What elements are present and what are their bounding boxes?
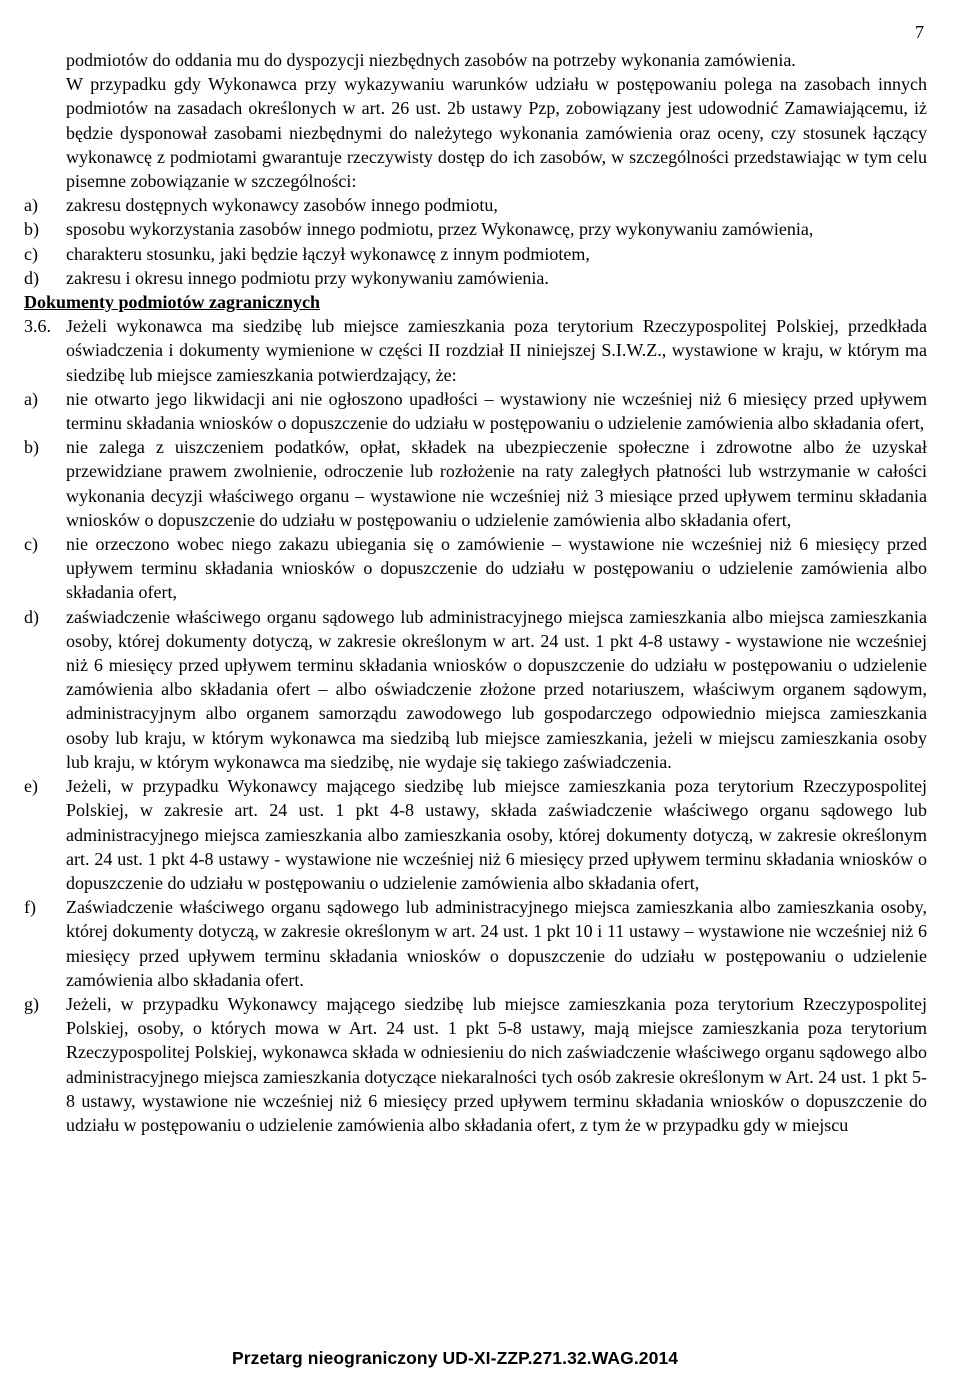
- list-item: [24, 435, 927, 532]
- list-item-text: Zaświadczenie właściwego organu sądowego lub administracyjnego miejsca zamieszkania albo zamieszkania osoby, której dokumenty dotyczą, w zakresie określonym w art. 24 ust. 1 pkt 10 i 11 ustawy – wystawione nie wcześniej niż 6 miesięcy przed upływem terminu składania wniosków o dopuszczenie do udziału w postępowaniu o udzielenie zamówienia albo składania ofert.: [66, 897, 927, 990]
- intro-paragraph-1: podmiotów do oddania mu do dyspozycji niezbędnych zasobów na potrzeby wykonania zamówienia.: [66, 50, 796, 70]
- list-item-text: zaświadczenie właściwego organu sądowego lub administracyjnego miejsca zamieszkania albo miejsca zamieszkania osoby, której dokumenty dotyczą, w zakresie określonym w art. 24 ust. 1 pkt 4-8 ustawy - wystawione nie wcześniej niż 6 miesięcy przed upływem terminu składania wniosków o dopuszczenie do udziału w postępowaniu o udzielenie zamówienia albo składania ofert – albo oświadczenie złożone przed notariuszem, właściwym organem sądowym, administracyjnym albo organem samorządu zawodowego lub gospodarczego odpowiednio miejsca zamieszkania osoby lub kraju, w którym wykonawca ma siedzibą lub miejsce zamieszkania, jeżeli w miejscu zamieszkania osoby lub kraju, w którym wykonawca ma siedzibę, nie wydaje się takiego zaświadczenia.: [66, 606, 927, 772]
- list-item: [24, 193, 927, 217]
- list-item-label: a): [24, 195, 38, 216]
- list-item: [24, 774, 927, 895]
- section-number: 3.6.: [24, 316, 51, 337]
- list-item-text: sposobu wykorzystania zasobów innego podmiotu, przez Wykonawcę, przy wykonywaniu zamówienia,: [66, 219, 814, 240]
- page-footer: Przetarg nieograniczony UD-XI-ZZP.271.32.WAG.2014: [232, 1348, 679, 1368]
- section-text: Jeżeli wykonawca ma siedzibę lub miejsce zamieszkania poza terytorium Rzeczypospolitej Polskiej, przedkłada oświadczenia i dokumenty wymienione w części II rozdział II niniejszej S.I.W.Z., wystawione w kraju, w którym ma siedzibę lub miejsce zamieszkania potwierdzający, że:: [66, 316, 927, 385]
- list-item: [24, 387, 927, 435]
- list-item-label: f): [24, 897, 36, 918]
- list-item-label: c): [24, 534, 38, 555]
- list-item-text: charakteru stosunku, jaki będzie łączył wykonawcę z innym podmiotem,: [66, 243, 590, 264]
- list-item-text: nie zalega z uiszczeniem podatków, opłat, składek na ubezpieczenie społeczne i zdrowotne albo że uzyskał przewidziane prawem zwolnienie, odroczenie lub rozłożenie na raty zaległych płatności lub wstrzymanie w całości wykonania decyzji właściwego organu – wystawione nie wcześniej niż 3 miesiące przed upływem terminu składania wniosków o dopuszczenie do udziału w postępowaniu o udzielenie zamówienia albo składania ofert,: [66, 437, 927, 530]
- list-item: [24, 895, 927, 992]
- list-item-label: c): [24, 243, 38, 264]
- list-item: [24, 242, 927, 266]
- list-item-label: b): [24, 219, 39, 240]
- list-item-label: d): [24, 606, 39, 627]
- list-item: [24, 532, 927, 605]
- list-item-text: Jeżeli, w przypadku Wykonawcy mającego siedzibę lub miejsce zamieszkania poza terytorium Rzeczypospolitej Polskiej, w zakresie art. 24 ust. 1 pkt 4-8 ustawy, składa zaświadczenie właściwego organu sądowego lub administracyjnego miejsca zamieszkania albo zamieszkania osoby, której dokumenty dotyczą, w zakresie określonym art. 24 ust. 1 pkt 4-8 ustawy - wystawione nie wcześniej niż 6 miesięcy przed upływem terminu składania wniosków o dopuszczenie do udziału w postępowaniu o udzielenie zamówienia albo składania ofert,: [66, 776, 927, 893]
- list-item-text: nie otwarto jego likwidacji ani nie ogłoszono upadłości – wystawiony nie wcześniej niż 6 miesięcy przed upływem terminu składania wniosków o dopuszczenie do udziału w postępowaniu o udzielenie zamówienia albo składania ofert,: [66, 388, 927, 434]
- commitment-scope-list: [24, 193, 927, 290]
- page-number: 7: [915, 22, 924, 42]
- list-item-label: b): [24, 437, 39, 458]
- foreign-documents-list: [24, 387, 927, 1137]
- list-item-text: zakresu i okresu innego podmiotu przy wykonywaniu zamówienia.: [66, 267, 549, 288]
- section-paragraph: [24, 314, 927, 387]
- list-item-label: g): [24, 993, 39, 1014]
- list-item-label: d): [24, 267, 39, 288]
- list-item-label: a): [24, 388, 38, 409]
- list-item: [24, 992, 927, 1137]
- list-item: [24, 266, 927, 290]
- list-item: [24, 217, 927, 241]
- document-body: [24, 48, 927, 1137]
- list-item-text: nie orzeczono wobec niego zakazu ubiegania się o zamówienie – wystawione nie wcześniej niż 6 miesięcy przed upływem terminu składania wniosków o dopuszczenie do udziału w postępowaniu o udzielenie zamówienia albo składania ofert,: [66, 534, 927, 603]
- list-item-label: e): [24, 776, 38, 797]
- section-heading: Dokumenty podmiotów zagranicznych: [24, 292, 320, 313]
- list-item-text: Jeżeli, w przypadku Wykonawcy mającego siedzibę lub miejsce zamieszkania poza terytorium Rzeczypospolitej Polskiej, osoby, o których mowa w Art. 24 ust. 1 pkt 5-8 ustawy, mają miejsce zamieszkania poza terytorium Rzeczypospolitej Polskiej, wykonawca składa w odniesieniu do nich zaświadczenie właściwego organu sądowego albo administracyjnego miejsca zamieszkania dotyczące niekaralności tych osób zakresie określonym w Art. 24 ust. 1 pkt 5-8 ustawy, wystawione nie wcześniej niż 6 miesięcy przed upływem terminu składania wniosków o dopuszczenie do udziału w postępowaniu o udzielenie zamówienia albo składania ofert, z tym że w przypadku gdy w miejscu: [66, 993, 927, 1135]
- intro-paragraph-2: W przypadku gdy Wykonawca przy wykazywaniu warunków udziału w postępowaniu polega na zasobach innych podmiotów na zasadach określonych w art. 26 ust. 2b ustawy Pzp, zobowiązany jest udowodnić Zamawiającemu, iż będzie dysponował zasobami niezbędnymi do należytego wykonania zamówienia oraz oceny, czy stosunek łączący wykonawcę z podmiotami gwarantuje rzeczywisty dostęp do ich zasobów, w szczególności przedstawiając w tym celu pisemne zobowiązanie w szczególności:: [66, 74, 927, 192]
- list-item-text: zakresu dostępnych wykonawcy zasobów innego podmiotu,: [66, 195, 498, 216]
- list-item: [24, 605, 927, 774]
